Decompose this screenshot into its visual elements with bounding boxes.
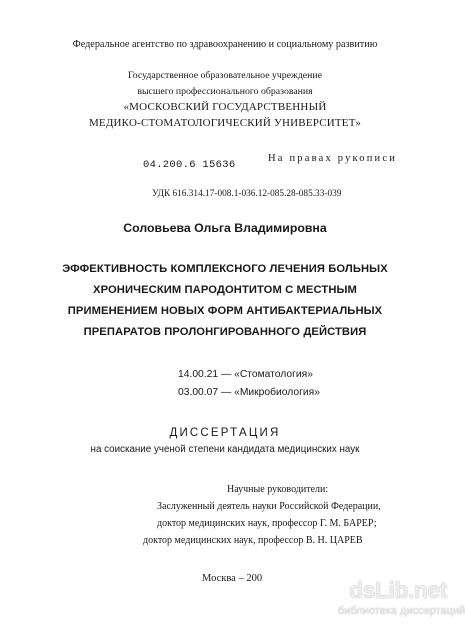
supervisor-line: доктор медицинских наук, профессор В. Н. ЦАРЕВ [143, 535, 363, 546]
city-year: Москва – 200 [202, 573, 263, 584]
institution-line: МЕДИКО-СТОМАТОЛОГИЧЕСКИЙ УНИВЕРСИТЕТ» [88, 117, 362, 129]
watermark-logo: dsLib.net [349, 577, 447, 603]
dissertation-heading: ДИССЕРТАЦИЯ [169, 427, 281, 439]
author-name: Соловьева Ольга Владимировна [123, 221, 327, 235]
institution-line: Государственное образовательное учреждение [127, 70, 322, 81]
dslib-watermark [338, 577, 465, 623]
thesis-title-line: ПРИМЕНЕНИЕМ НОВЫХ ФОРМ АНТИБАКТЕРИАЛЬНЫХ [67, 305, 383, 317]
watermark-subtitle: библиотека диссертаций [338, 605, 465, 617]
specialty-code: 14.00.21 — «Стоматология» [178, 369, 313, 380]
supervisors-heading: Научные руководители: [227, 484, 329, 495]
agency-name: Федеральное агентство по здравоохранению и социальному развитию [72, 39, 378, 50]
supervisor-line: Заслуженный деятель науки Российской Федерации, [157, 501, 381, 512]
specialty-code: 03.00.07 — «Микробиология» [178, 387, 320, 398]
institution-line: высшего профессионального образования [137, 86, 313, 97]
thesis-title-line: ХРОНИЧЕСКИМ ПАРОДОНТИТОМ С МЕСТНЫМ [93, 284, 357, 296]
degree-statement: на соискание ученой степени кандидата медицинских наук [90, 444, 360, 455]
thesis-title-line: ЭФФЕКТИВНОСТЬ КОМПЛЕКСНОГО ЛЕЧЕНИЯ БОЛЬНЫХ [62, 263, 388, 275]
registration-stamp: 04.200.6 15636 [143, 159, 236, 171]
institution-line: «МОСКОВСКИЙ ГОСУДАРСТВЕННЫЙ [123, 101, 327, 113]
udk-code: УДК 616.314.17-008.1-036.12-085.28-085.33-039 [152, 189, 342, 199]
supervisor-line: доктор медицинских наук, профессор Г. М. БАРЕР; [157, 518, 377, 529]
manuscript-notice: На правах рукописи [268, 153, 398, 164]
thesis-title-line: ПРЕПАРАТОВ ПРОЛОНГИРОВАННОГО ДЕЙСТВИЯ [83, 326, 367, 338]
